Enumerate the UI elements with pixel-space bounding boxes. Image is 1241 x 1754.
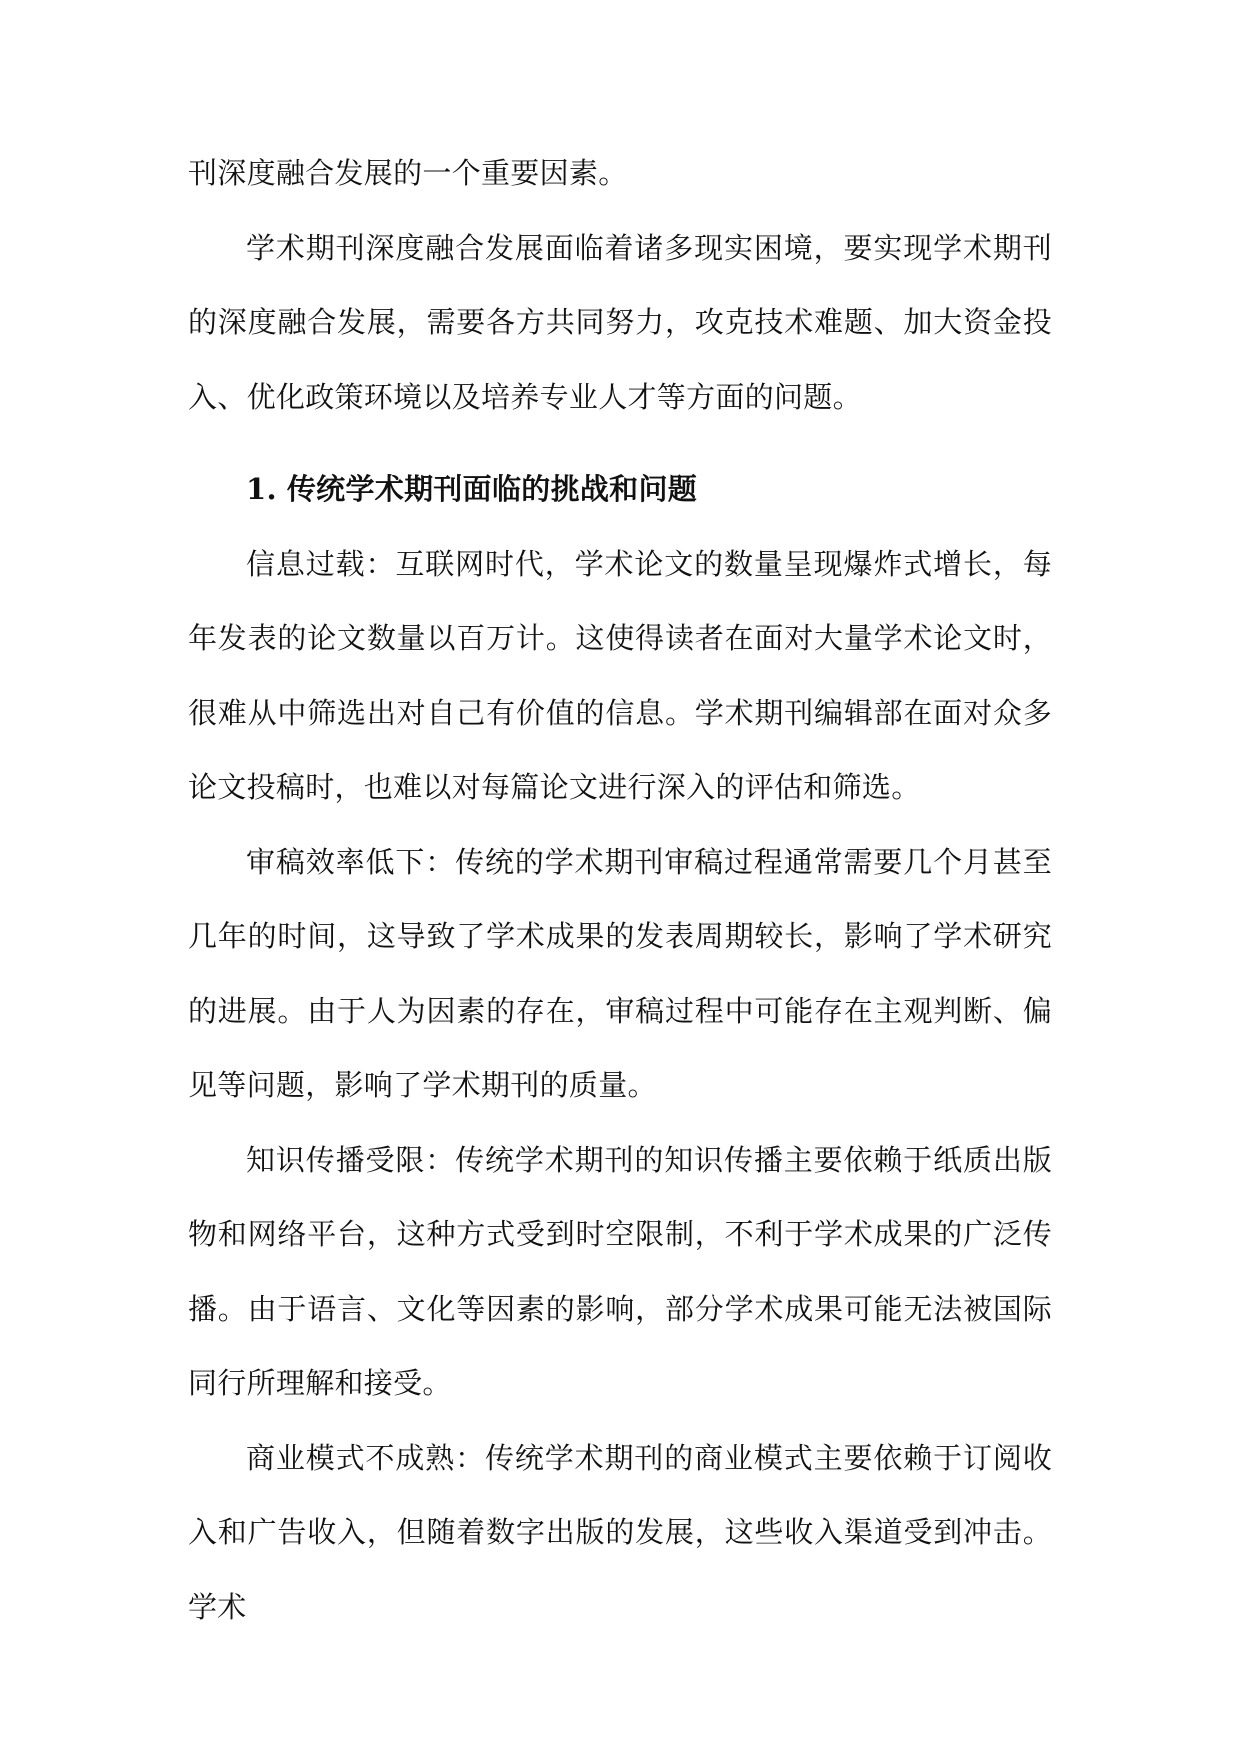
section-heading: [188, 452, 1052, 527]
paragraph-business-model: 商业模式不成熟：传统学术期刊的商业模式主要依赖于订阅收入和广告收入，但随着数字出版的发展，这些收入渠道受到冲击。学术: [188, 1440, 1052, 1624]
section-number: 1.: [246, 472, 277, 506]
section-title: 传统学术期刊面临的挑战和问题: [286, 472, 698, 506]
paragraph-review-efficiency: 审稿效率低下：传统的学术期刊审稿过程通常需要几个月甚至几年的时间，这导致了学术成果的发表周期较长，影响了学术研究的进展。由于人为因素的存在，审稿过程中可能存在主观判断、偏见等问题，影响了学术期刊的质量。: [188, 844, 1052, 1102]
document-body: [188, 136, 1052, 1644]
paragraph-continuation: 刊深度融合发展的一个重要因素。: [188, 156, 628, 190]
paragraph-information-overload: 信息过载：互联网时代，学术论文的数量呈现爆炸式增长，每年发表的论文数量以百万计。这使得读者在面对大量学术论文时，很难从中筛选出对自己有价值的信息。学术期刊编辑部在面对众多论文投稿时，也难以对每篇论文进行深入的评估和筛选。: [188, 546, 1052, 804]
paragraph-knowledge-dissemination: 知识传播受限：传统学术期刊的知识传播主要依赖于纸质出版物和网络平台，这种方式受到时空限制，不利于学术成果的广泛传播。由于语言、文化等因素的影响，部分学术成果可能无法被国际同行所理解和接受。: [188, 1142, 1052, 1400]
paragraph-summary: 学术期刊深度融合发展面临着诸多现实困境，要实现学术期刊的深度融合发展，需要各方共同努力，攻克技术难题、加大资金投入、优化政策环境以及培养专业人才等方面的问题。: [188, 230, 1052, 414]
